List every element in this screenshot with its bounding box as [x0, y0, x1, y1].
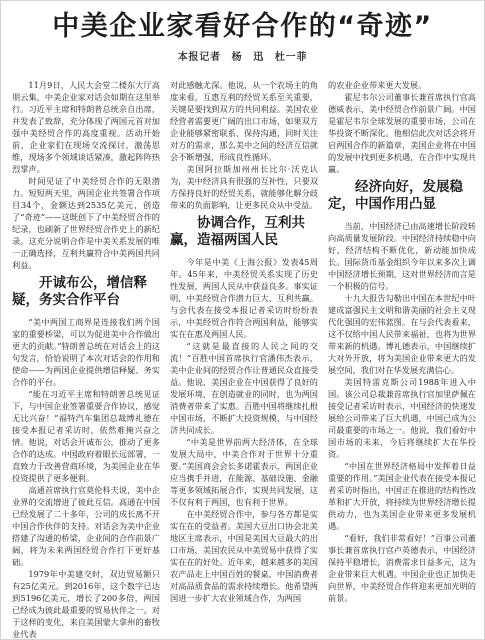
subheading: 协调合作，互利共赢，造福两国人民 — [170, 215, 305, 248]
paragraph: 1979年中美建交时，双边贸易额只有25亿美元。到2016年，这个数字已达到5196亿美元，增长了200多倍，两国已经成为彼此最重要的贸易伙伴之一。对于这样的变化，来自美国蒙大拿州的畜牧业代表 — [12, 569, 160, 639]
paragraph: “看好，我们非常看好！”百事公司董事长兼首席执行官卢英德表示，中国经济保持平稳增长，消费需求日益多元，这为企业带来巨大机遇。中国企业也正加快走向世界，中美经贸合作将迎来更加光明的前景。 — [328, 533, 476, 603]
paragraph: “中美是世界前两大经济体，在全球发展大局中，中美合作对于世界十分重要。”美国商会会长多诺霍表示，两国企业应当携手并进，在能源、基础设施、金融等更多领域拓展合作，实现共同发展，这不仅有利于两国，也有利于世界。 — [170, 437, 318, 507]
subheading: 开诚布公，增信释疑，务实合作平台 — [12, 275, 147, 308]
paragraph: 11月9日，人民大会堂二楼东大厅高朋云集，中美企业家对话会如期在这里举行。习近平主席和特朗普总统亲自出席，并发表了致辞，充分体现了两国元首对加强中美经贸合作的高度重视。活动开始前，企业家们在现场交流探讨，激荡思维，现场多个领域谈话紧凑，激起阵阵热烈掌声。 — [12, 80, 160, 174]
paragraph: 高通首席执行官莫伦科夫说，美中企业界的交流增进了彼此互信。高通在中国已经发展了二十多年，公司的成长离不开中国合作伙伴的支持。对话会为美中企业搭建了沟通的桥梁，企业间的合作前景广阔，将为未来两国经贸合作打下更好基础。 — [12, 485, 160, 567]
paragraph: “美中两国工商界是连接我们两个国家的重要桥梁，可以为促进美中合作做出更大的贡献。”特朗普总统在对话会上的这句发言，恰恰说明了本次对话会的作用和使命——为两国企业提供增信释疑、务实合作的平台。 — [12, 317, 160, 387]
paragraph-continued: 对此感触尤深。他说，从一个农场主的角度来看，互惠互利的经贸关系至关重要，关键是要找到双方的共同利益。美国农业经营者需要更广阔的出口市场，如果双方企业能够紧密联系、保持沟通，同时关注对方的需求，那么美中之间的经济互信就会不断增强，形成良性循环。 — [170, 80, 318, 162]
paragraph: 十九大报告勾勒出中国在本世纪中叶建成富强民主文明和谐美丽的社会主义现代化强国的宏伟蓝图。在与会代表看来，这不仅给中国人民带来福祉，也将为世界带来新的机遇。博礼德表示，中国继续扩大对外开放，将为美国企业带来更大的发展空间，我们对在华发展充满信心。 — [328, 293, 476, 375]
paragraph: 今年是中美《上海公报》发表45周年。45年来，中美经贸关系实现了历史性发展，两国人民从中获益良多。事实证明，中美经贸合作潜力巨大、互利共赢。与会代表在接受本报记者采访时纷纷表示，中美经贸合作符合两国利益，能够实实在在惠及两国人民。 — [170, 257, 318, 339]
paragraph: “这就是最直接的人民之间的交流！”百胜中国首席执行官潘伟杰表示，美中企业间的经贸合作让普通民众直接受益。他说，美国企业在中国获得了良好的发展环境，在创造就业的同时，也为两国消费者带来了实惠。百胜中国将继续扎根中国市场，不断扩大投资规模，与中国经济共同成长。 — [170, 341, 318, 435]
paragraph: 时间见证了中美经贸合作的无限潜力。短短两天里，两国企业共签署合作项目34个，金额达到2535亿美元，创造了“奇迹”——这既创下了中美经贸合作的纪录，也刷新了世界经贸合作史上的新纪录。这充分说明合作是中美关系发展的唯一正确选择，互利共赢符合中美两国共同利益。 — [12, 176, 160, 270]
byline: 本报记者 杨 迅 杜一菲 — [177, 52, 308, 63]
paragraph: “中国在世界经济格局中发挥着日益重要的作用。”美国企业代表在接受本报记者采访时指出，中国正在推进的结构性改革和扩大开放，将持续为世界经济增长提供动力，也为美国企业带来更多发展机遇。 — [328, 461, 476, 531]
paragraph: 在中美经贸合作中，参与各方都是实实在在的受益者。美国大豆出口协会北美地区主席表示，中国是美国大豆最大的出口市场，美国农民从中美贸易中获得了实实在在的好处。近年来，越来越多的美国农产品走上中国百姓的餐桌，中国消费者对高品质食品的需求持续增长。他希望两国进一步扩大农业领域合作，为两国 — [170, 509, 318, 603]
column-3 — [328, 79, 476, 604]
paragraph: 美国阿拉斯加州州长比尔·沃克认为，美中经济具有很强的互补性，只要双方保持良好的经贸关系，就能够化解分歧带来的负面影响，让更多民众从中受益。 — [170, 164, 318, 210]
subheading: 经济向好，发展稳定，中国作用凸显 — [328, 179, 463, 212]
paragraph: 当前，中国经济已由高速增长阶段转向高质量发展阶段。中国经济持续稳中向好，经济结构不断优化，新动能加快成长。国际货币基金组织今年以来多次上调中国经济增长预期，这对世界经济而言是一个积极的信号。 — [328, 221, 476, 291]
paragraph: 霍尼韦尔公司董事长兼首席执行官高德威表示，美中经贸合作前景广阔。中国是霍尼韦尔全球发展的重要市场，公司在华投资不断深化。他相信此次对话会将开启两国合作的新篇章，美国企业将在中国的发展中找到更多机遇，在合作中实现共赢。 — [328, 92, 476, 174]
column-1 — [12, 79, 160, 640]
paragraph-continued: 的农业企业带来更大发展。 — [328, 80, 427, 90]
paragraph: 美国特雷克斯公司1988年进入中国。该公司总裁兼首席执行官加里萨佩在接受记者采访时表示，中国经济的快速发展给公司带来了巨大机遇，中国已成为公司最重要的市场之一。他说，我们看好中国市场的未来，今后将继续扩大在华投资。 — [328, 377, 476, 459]
column-2 — [170, 79, 318, 604]
paragraph: “能在习近平主席和特朗普总统见证下，与中国企业签署重要合作协议，感觉无比兴奋！”福特汽车集团总裁博礼德在接受本报记者采访时，依然难掩兴奋之情。他说，对话会开诚布公，推动了更多合作的达成。中国政府着眼长远部署，一直致力于改善营商环境，为美国企业在华投资提供了更多便利。 — [12, 389, 160, 483]
article-title: 中美企业家看好合作的“奇迹” — [52, 11, 433, 42]
